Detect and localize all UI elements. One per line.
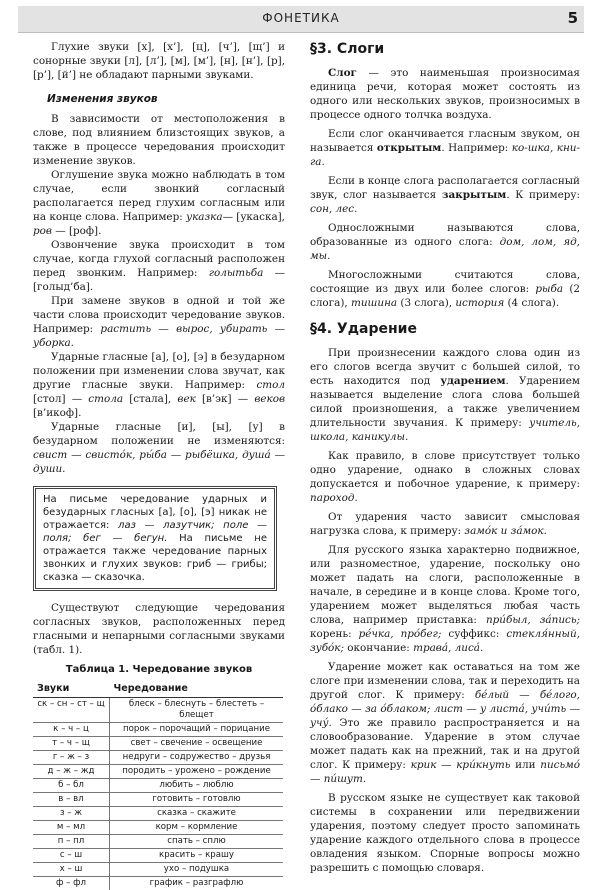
table-cell: в – вл <box>33 793 110 807</box>
paragraph <box>310 660 580 786</box>
table-cell: м – мл <box>33 821 110 835</box>
example: замо́к и за́мок. <box>464 525 546 537</box>
table-cell: к – ч – ц <box>33 723 110 737</box>
table-cell: б – бл <box>33 779 110 793</box>
table-cell: т – ч – щ <box>33 737 110 751</box>
text: Если слог оканчивается гласным звуком, он называется <box>310 128 580 154</box>
example: ко-шка, кни-га. <box>310 142 580 168</box>
table-cell: ухо – подушка <box>110 863 284 877</box>
text: На письме не отражается также чередование парных звонких и глухих звуков: гриб — грибы; сказка — сказочка. <box>43 533 267 583</box>
paragraph: Существуют следующие чередования согласных звуков, расположенных перед гласными и непарными согласными звуками (табл. 1). <box>33 601 285 657</box>
example: бе́лый — бе́лого, о́блако — за о́блаком; лист — у листа́, учи́ть — учу́. <box>310 689 580 729</box>
table-cell: красить – крашу <box>110 849 284 863</box>
text: суффикс: <box>441 628 506 640</box>
example: голытьба <box>209 267 264 279</box>
text: Это же правило распространяется и на словообразование. Ударение в этом случае может падать как на прежний, так и на другой слог. К примеру: <box>310 717 580 771</box>
paragraph <box>33 294 285 350</box>
alternation-table <box>33 681 283 890</box>
example: крик — кри́кнуть <box>411 759 511 771</box>
table-cell: з – ж <box>33 807 110 821</box>
table-caption: Таблица 1. Чередование звуков <box>33 663 285 677</box>
term: Слог <box>328 67 357 79</box>
table-header-row <box>33 681 283 698</box>
running-header <box>18 6 584 33</box>
paragraph: Глухие звуки [х], [х’], [ц], [ч’], [щ’] и сонорные звуки [л], [л’], [м], [м’], [н], [н’], [р], [р’], [й’] не обладают парными звуками. <box>33 40 285 82</box>
paragraph <box>310 449 580 505</box>
table-row <box>33 751 283 765</box>
text: [стала], <box>123 393 177 405</box>
text: Для русского языка характерно подвижное, или разноместное, ударение, поскольку оно может падать на слоги, расположенные в начале, в середине и в конце слова. Кроме того, ударением может выделяться любая часть слова, например приставка: <box>310 544 580 626</box>
subheading: Изменения звуков <box>47 92 285 106</box>
example: век <box>177 393 195 405</box>
example: сон, лес. <box>310 203 357 215</box>
table-row <box>33 877 283 890</box>
column-header: Звуки <box>33 681 110 698</box>
example: растить — вырос, убирать — уборка. <box>33 323 285 349</box>
table-cell: свет – свечение – освещение <box>110 737 284 751</box>
table-row <box>33 835 283 849</box>
section-title: §4. Ударение <box>310 322 580 336</box>
paragraph <box>310 543 580 655</box>
paragraph <box>310 66 580 122</box>
text: (4 слога). <box>504 297 559 309</box>
table-row <box>33 793 283 807</box>
example: пароход. <box>310 492 358 504</box>
example: дом, лом, яд, мы. <box>310 236 580 262</box>
text: Ударные гласные [а], [о], [э] в безударном положении при изменении слова звучат, как другие гласные звуки. Например: <box>33 351 285 391</box>
example: при́был, за́пись; <box>486 614 580 626</box>
text: (3 слога), <box>397 297 455 309</box>
text: При произнесении каждого слова один из его слогов всегда звучит с большей силой, то есть находится под <box>310 347 580 387</box>
page-number: 5 <box>568 9 578 27</box>
example: рыба <box>535 283 563 295</box>
text: [стол] — <box>33 393 88 405</box>
text: [в’икоф]. <box>33 407 81 419</box>
table-cell: с – ш <box>33 849 110 863</box>
table-cell: п – пл <box>33 835 110 849</box>
paragraph <box>310 346 580 444</box>
text: окончание: <box>344 642 413 654</box>
text: Если в конце слога располагается согласный звук, слог называется <box>310 175 580 201</box>
paragraph <box>33 168 285 238</box>
example: письмо́ — пи́шут. <box>310 759 580 785</box>
text: При замене звуков в одной и той же части слова происходит чередование звуков. Например: <box>33 295 285 335</box>
paragraph <box>33 350 285 420</box>
text: Односложными называются слова, образованные из одного слога: <box>310 222 580 248</box>
text: Ударение может как оставаться на том же слоге при изменении слова, так и переходить на другой слог. К примеру: <box>310 661 580 701</box>
text: — это наименьшая произносимая единица речи, которая может состоять из одного или нескольких звуков, произносимых в процессе одного толчка воздуха. <box>310 67 580 121</box>
table-cell: блеск – блеснуть – блестеть – блещет <box>110 698 284 723</box>
table-row <box>33 863 283 877</box>
paragraph <box>310 127 580 169</box>
example: лаз — лазутчик; поле — поля; бег — бегун. <box>43 520 267 544</box>
table-cell: корм – кормление <box>110 821 284 835</box>
paragraph <box>310 221 580 263</box>
paragraph <box>33 420 285 476</box>
paragraph <box>33 238 285 294</box>
note-box <box>33 486 277 591</box>
term: открытым <box>377 142 441 154</box>
table-row <box>33 737 283 751</box>
text: (2 слога), <box>310 283 580 309</box>
example: веков <box>254 393 285 405</box>
text: — [голыд’ба]. <box>33 267 285 293</box>
example: история <box>455 297 504 309</box>
table-cell: любить – люблю <box>110 779 284 793</box>
table-cell: недруги – содружество – друзья <box>110 751 284 765</box>
table-cell: график – разграфлю <box>110 877 284 890</box>
table-row <box>33 765 283 779</box>
example: учитель, школа, каникулы. <box>310 417 580 443</box>
text: . Например: <box>441 142 511 154</box>
example: стол <box>256 379 285 391</box>
term: закрытым <box>442 189 506 201</box>
text: [в’эк] — <box>196 393 255 405</box>
table-row <box>33 807 283 821</box>
example: стола <box>88 393 123 405</box>
text: На письме чередование ударных и безударных гласных [а], [о], [э] никак не отражается: <box>43 494 267 531</box>
text: Многосложными считаются слова, состоящие из двух или более слогов: <box>310 269 580 295</box>
paragraph: В зависимости от местоположения в слове, под влиянием близстоящих звуков, а также в процессе чередования происходит изменение звуков. <box>33 112 285 168</box>
example: тишина <box>351 297 397 309</box>
table-row <box>33 821 283 835</box>
text: или <box>510 759 540 771</box>
text: — [роф]. <box>52 225 101 237</box>
paragraph <box>310 174 580 216</box>
text: — [укаска], <box>223 211 285 223</box>
text: Озвончение звука происходит в том случае, когда глухой согласный расположен перед звонким. Например: <box>33 239 285 279</box>
table-cell: сказка – скажите <box>110 807 284 821</box>
table-cell: ск – сн – ст – щ <box>33 698 110 723</box>
table-row <box>33 698 283 723</box>
table-cell: г – ж – з <box>33 751 110 765</box>
text: корень: <box>310 628 359 640</box>
text: . К примеру: <box>506 189 580 201</box>
table-cell: спать – сплю <box>110 835 284 849</box>
table-cell: ф – фл <box>33 877 110 890</box>
table-cell: х – ш <box>33 863 110 877</box>
table-row <box>33 779 283 793</box>
text: От ударения часто зависит смысловая нагрузка слова, к примеру: <box>310 511 580 537</box>
header-title: ФОНЕТИКА <box>18 11 584 25</box>
example: ре́чка, про́бег; <box>359 628 442 640</box>
text: Ударные гласные [и], [ы], [у] в безударном положении не изменяются: <box>33 421 285 447</box>
table-cell: порок – порочащий – порицание <box>110 723 284 737</box>
example: ров <box>33 225 52 237</box>
column-header: Чередование <box>110 681 284 698</box>
text: . Ударением называется выделение слога слова большей силой произношения, а также увеличением длительности звучания. К примеру: <box>310 375 580 429</box>
table-cell: готовить – готовлю <box>110 793 284 807</box>
example: свист — свисто́к, ры́ба — рыбёшка, душа́ — души. <box>33 449 285 475</box>
paragraph <box>310 268 580 310</box>
table-cell: породить – урожено – рождение <box>110 765 284 779</box>
table-row <box>33 849 283 863</box>
paragraph: В русском языке не существует как таковой системы в сохранении или передвижении ударения, поэтому следует просто запоминать ударение каждого отдельного слова в процессе овладения языком. Спорные вопросы можно разрешить с помощью словаря. <box>310 791 580 875</box>
example: указка <box>186 211 223 223</box>
text: Оглушение звука можно наблюдать в том случае, если звонкий согласный располагается перед глухим согласным или на конце слова. Например: <box>33 169 285 223</box>
text: Как правило, в слове присутствует только одно ударение, однако в сложных словах допускается и побочное ударение, к примеру: <box>310 450 580 490</box>
term: ударением <box>440 375 505 387</box>
table-cell: д – ж – жд <box>33 765 110 779</box>
example: трава́, лиса́. <box>413 642 483 654</box>
example: стекля́нный, зубо́к; <box>310 628 580 654</box>
left-column <box>33 40 285 890</box>
paragraph <box>310 510 580 538</box>
section-title: §3. Слоги <box>310 42 580 56</box>
table-row <box>33 723 283 737</box>
